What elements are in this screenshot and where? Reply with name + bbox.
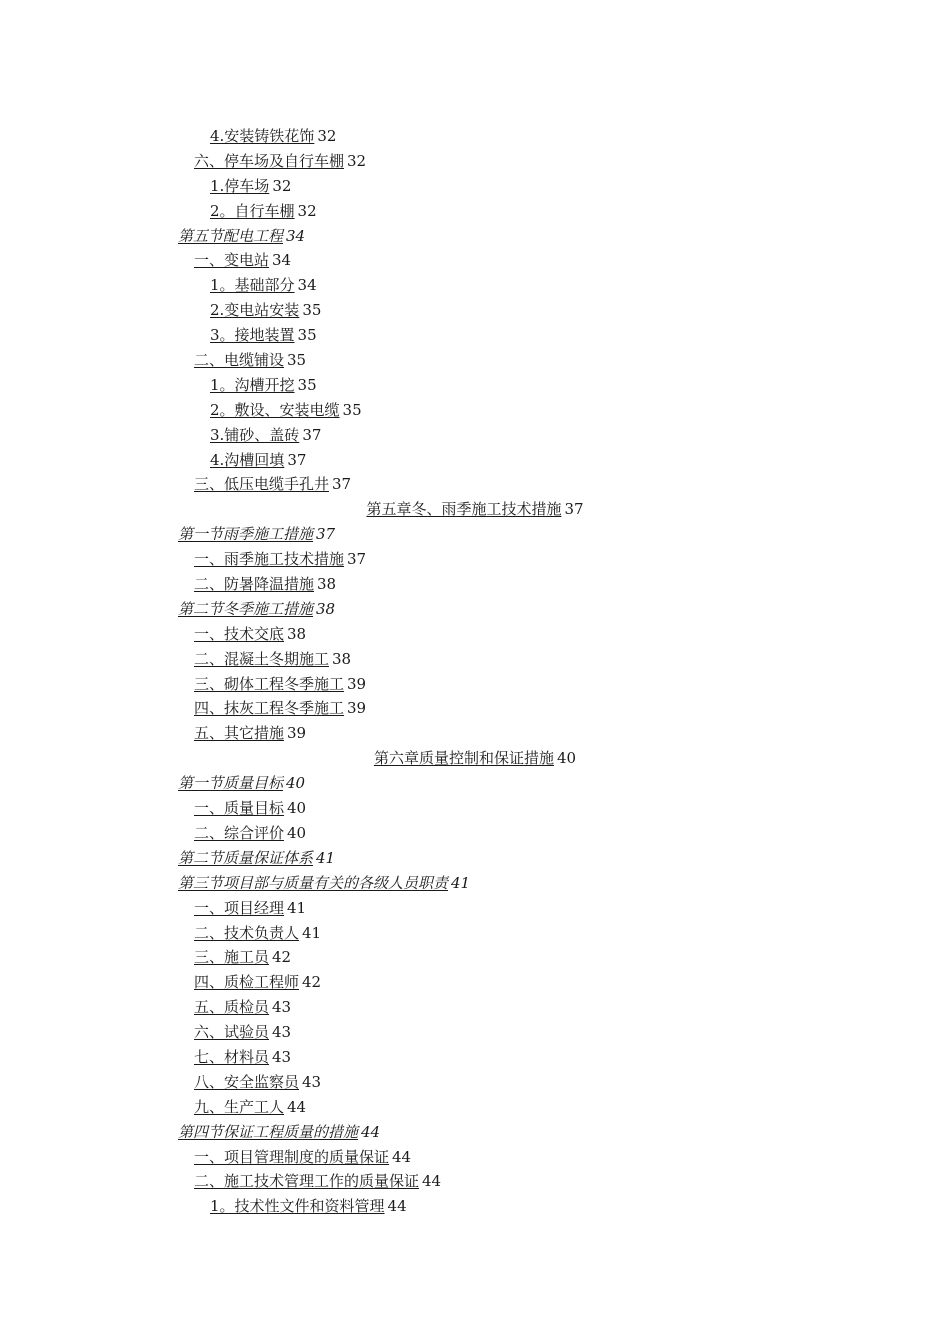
toc-entry-item[interactable]: [0, 348, 950, 373]
toc-entry-title[interactable]: 第六章质量控制和保证措施: [373, 749, 554, 768]
toc-entry-title[interactable]: 七、材料员: [194, 1047, 270, 1066]
toc-entry-item[interactable]: [0, 547, 950, 572]
toc-entry-title[interactable]: 第三节项目部与质量有关的各级人员职责: [178, 873, 449, 892]
toc-entry-title[interactable]: 八、安全监察员: [194, 1072, 300, 1091]
toc-entry-title[interactable]: 三、低压电缆手孔井: [194, 475, 330, 494]
toc-entry-item[interactable]: [0, 1020, 950, 1045]
toc-entry-page: 41: [451, 873, 471, 892]
toc-entry-item[interactable]: [0, 647, 950, 672]
toc-entry-title[interactable]: 1。技术性文件和资料管理: [210, 1197, 385, 1216]
toc-entry-item[interactable]: [0, 1045, 950, 1070]
toc-entry-title[interactable]: 4.安装铸铁花饰: [210, 127, 315, 145]
toc-entry-page: 32: [297, 201, 317, 220]
toc-entry-page: 40: [556, 749, 577, 768]
toc-entry-sub[interactable]: [0, 124, 950, 149]
toc-entry-item[interactable]: [0, 622, 950, 647]
toc-entry-page: 39: [347, 674, 367, 693]
toc-entry-item[interactable]: [0, 472, 950, 497]
toc-entry-section[interactable]: [0, 224, 950, 249]
toc-entry-title[interactable]: 九、生产工人: [194, 1097, 285, 1116]
toc-entry-page: 37: [316, 525, 336, 544]
toc-entry-title[interactable]: 二、综合评价: [194, 823, 285, 842]
toc-entry-page: 41: [302, 923, 322, 942]
toc-entry-page: 37: [287, 450, 307, 469]
toc-entry-page: 44: [422, 1172, 442, 1191]
toc-entry-page: 40: [286, 774, 306, 793]
toc-entry-page: 38: [316, 599, 336, 618]
toc-entry-sub[interactable]: [0, 174, 950, 199]
toc-entry-section[interactable]: [0, 846, 950, 871]
toc-entry-item[interactable]: [0, 696, 950, 721]
toc-entry-title[interactable]: 二、施工技术管理工作的质量保证: [194, 1172, 420, 1191]
toc-entry-title[interactable]: 二、防暑降温措施: [194, 575, 315, 594]
toc-entry-title[interactable]: 六、停车场及自行车棚: [194, 151, 345, 170]
toc-entry-sub[interactable]: [0, 398, 950, 423]
toc-entry-title[interactable]: 2。自行车棚: [210, 201, 295, 220]
toc-entry-page: 35: [342, 400, 362, 419]
toc-entry-title[interactable]: 第一节雨季施工措施: [178, 525, 314, 544]
toc-entry-page: 35: [302, 301, 322, 320]
toc-entry-title[interactable]: 三、砌体工程冬季施工: [194, 674, 345, 693]
toc-entry-title[interactable]: 一、项目经理: [194, 898, 285, 917]
toc-entry-title[interactable]: 一、项目管理制度的质量保证: [194, 1147, 390, 1166]
toc-entry-page: 32: [317, 127, 337, 145]
toc-entry-item[interactable]: [0, 970, 950, 995]
toc-entry-title[interactable]: 一、质量目标: [194, 799, 285, 818]
toc-entry-page: 43: [272, 1047, 292, 1066]
toc-entry-item[interactable]: [0, 945, 950, 970]
toc-entry-item[interactable]: [0, 921, 950, 946]
toc-entry-item[interactable]: [0, 572, 950, 597]
toc-entry-item[interactable]: [0, 149, 950, 174]
toc-entry-title[interactable]: 一、雨季施工技术措施: [194, 550, 345, 569]
toc-entry-page: 35: [297, 326, 317, 345]
toc-entry-title[interactable]: 1.停车场: [210, 176, 270, 195]
toc-entry-title[interactable]: 1。基础部分: [210, 276, 295, 295]
toc-entry-page: 37: [332, 475, 352, 494]
toc-entry-title[interactable]: 第二节冬季施工措施: [178, 599, 314, 618]
toc-entry-page: 38: [287, 624, 307, 643]
toc-entry-title[interactable]: 二、电缆铺设: [194, 351, 285, 370]
table-of-contents: [0, 124, 950, 1219]
toc-entry-page: 37: [302, 425, 322, 444]
toc-entry-item[interactable]: [0, 1169, 950, 1194]
toc-entry-page: 42: [302, 973, 322, 992]
toc-entry-page: 43: [272, 1023, 292, 1042]
toc-entry-chapter[interactable]: [0, 746, 950, 771]
toc-entry-title[interactable]: 2.变电站安装: [210, 301, 300, 320]
toc-entry-page: 44: [287, 1097, 307, 1116]
toc-entry-title[interactable]: 二、技术负责人: [194, 923, 300, 942]
toc-entry-item[interactable]: [0, 721, 950, 746]
toc-entry-page: 34: [272, 251, 292, 270]
toc-entry-page: 34: [297, 276, 317, 295]
toc-entry-sub[interactable]: [0, 323, 950, 348]
toc-entry-item[interactable]: [0, 821, 950, 846]
toc-entry-page: 44: [361, 1122, 381, 1141]
toc-entry-page: 39: [287, 724, 307, 743]
toc-entry-section[interactable]: [0, 871, 950, 896]
toc-entry-sub[interactable]: [0, 448, 950, 473]
toc-entry-title[interactable]: 二、混凝土冬期施工: [194, 649, 330, 668]
toc-entry-title[interactable]: 三、施工员: [194, 948, 270, 967]
toc-entry-title[interactable]: 五、其它措施: [194, 724, 285, 743]
toc-entry-sub[interactable]: [0, 423, 950, 448]
toc-entry-item[interactable]: [0, 995, 950, 1020]
toc-entry-section[interactable]: [0, 522, 950, 547]
toc-entry-title[interactable]: 1。沟槽开挖: [210, 375, 295, 394]
toc-entry-title[interactable]: 一、技术交底: [194, 624, 285, 643]
toc-entry-page: 37: [564, 500, 584, 519]
toc-entry-page: 35: [287, 351, 307, 370]
toc-entry-title[interactable]: 2。敷设、安装电缆: [210, 400, 340, 419]
toc-entry-item[interactable]: [0, 1145, 950, 1170]
toc-entry-item[interactable]: [0, 1070, 950, 1095]
toc-entry-sub[interactable]: [0, 298, 950, 323]
toc-entry-page: 35: [297, 375, 317, 394]
toc-entry-title[interactable]: 第五节配电工程: [178, 226, 284, 245]
toc-entry-page: 38: [332, 649, 352, 668]
toc-entry-title[interactable]: 第一节质量目标: [178, 774, 284, 793]
toc-entry-sub[interactable]: [0, 273, 950, 298]
toc-entry-title[interactable]: 四、质检工程师: [194, 973, 300, 992]
toc-entry-page: 32: [347, 151, 367, 170]
toc-entry-page: 38: [317, 575, 337, 594]
toc-entry-page: 40: [287, 823, 307, 842]
toc-entry-section[interactable]: [0, 597, 950, 622]
toc-entry-title[interactable]: 3。接地装置: [210, 326, 295, 345]
toc-entry-section[interactable]: [0, 771, 950, 796]
toc-entry-sub[interactable]: [0, 199, 950, 224]
toc-entry-sub[interactable]: [0, 1194, 950, 1219]
toc-entry-item[interactable]: [0, 896, 950, 921]
toc-entry-title[interactable]: 第二节质量保证体系: [178, 848, 314, 867]
toc-entry-section[interactable]: [0, 1120, 950, 1145]
toc-entry-page: 34: [286, 226, 306, 245]
toc-entry-page: 39: [347, 699, 367, 718]
toc-entry-page: 42: [272, 948, 292, 967]
toc-entry-page: 43: [302, 1072, 322, 1091]
toc-entry-title[interactable]: 五、质检员: [194, 998, 270, 1017]
toc-entry-title[interactable]: 第五章冬、雨季施工技术措施: [366, 500, 562, 519]
toc-entry-page: 44: [392, 1147, 412, 1166]
toc-entry-title[interactable]: 4.沟槽回填: [210, 450, 285, 469]
toc-entry-page: 43: [272, 998, 292, 1017]
toc-entry-title[interactable]: 一、变电站: [194, 251, 270, 270]
toc-entry-page: 41: [287, 898, 307, 917]
toc-entry-title[interactable]: 四、抹灰工程冬季施工: [194, 699, 345, 718]
toc-entry-sub[interactable]: [0, 373, 950, 398]
toc-entry-page: 37: [347, 550, 367, 569]
toc-entry-item[interactable]: [0, 248, 950, 273]
toc-entry-title[interactable]: 六、试验员: [194, 1023, 270, 1042]
toc-entry-page: 40: [287, 799, 307, 818]
toc-entry-item[interactable]: [0, 672, 950, 697]
toc-entry-item[interactable]: [0, 1095, 950, 1120]
toc-entry-title[interactable]: 3.铺砂、盖砖: [210, 425, 300, 444]
toc-entry-page: 41: [316, 848, 336, 867]
toc-entry-item[interactable]: [0, 796, 950, 821]
toc-entry-title[interactable]: 第四节保证工程质量的措施: [178, 1122, 359, 1141]
toc-entry-page: 32: [272, 176, 292, 195]
toc-entry-page: 44: [387, 1197, 407, 1216]
toc-entry-chapter[interactable]: [0, 497, 950, 522]
